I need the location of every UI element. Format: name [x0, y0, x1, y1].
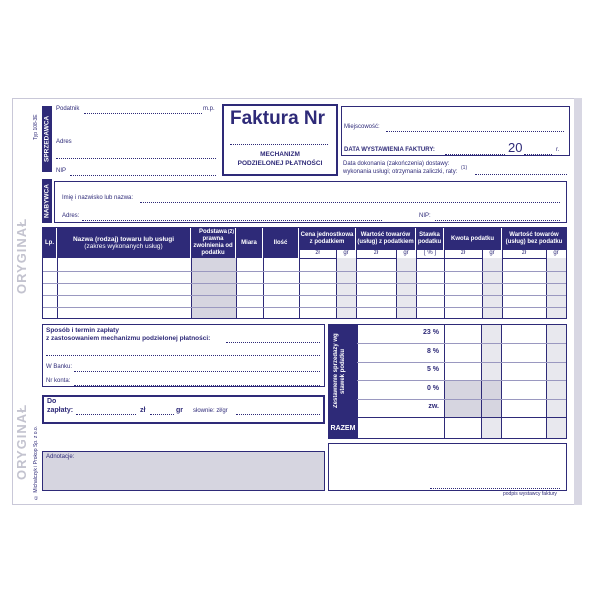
tax-gr-shade: [482, 258, 502, 318]
summary-vertical-tab: [329, 325, 357, 418]
col-basis-note: (2): [227, 229, 234, 235]
publisher-note: © Michalczyk i Prokop Sp. z o.o.: [33, 425, 39, 500]
buyer-nip-label: NIP:: [419, 213, 431, 219]
col-price: Cena jednostkowa z podatkiem: [299, 228, 356, 250]
to-pay-label: zapłaty:: [47, 407, 74, 414]
signature-label: podpis wystawcy faktury: [503, 491, 557, 497]
col-rate: Stawka podatku: [416, 228, 444, 250]
in-words-label: słownie: zł/gr: [193, 408, 228, 414]
col-name-label: Nazwa (rodzaj) towaru lub usługi: [72, 236, 175, 243]
col-value: Wartość towarów (usług) z podatkiem: [356, 228, 416, 250]
col-basis-label: Podstawa prawna zwolnienia od podatku: [193, 229, 233, 256]
col-name: [57, 228, 191, 258]
in-words-field[interactable]: [236, 414, 320, 415]
form-code: Typ 108-3E: [33, 114, 39, 140]
seller-nip-label: NIP: [56, 168, 67, 174]
buyer-adres-field[interactable]: [82, 220, 382, 221]
account-field[interactable]: [74, 385, 320, 386]
right-margin-strip: [574, 98, 582, 505]
to-pay-gr-field[interactable]: [150, 414, 174, 415]
value-gr-shade: [396, 258, 416, 318]
summary-total-label: RAZEM: [329, 418, 357, 438]
table-row[interactable]: [43, 283, 566, 284]
issue-date-field[interactable]: [445, 154, 505, 155]
place-label: Miejscowość:: [344, 124, 380, 130]
buyer-adres-label: Adres:: [62, 213, 80, 219]
table-row[interactable]: [43, 295, 566, 296]
to-pay-do: Do: [47, 398, 57, 405]
payment-title-2: z zastosowaniem mechanizmu podzielonej płatności:: [46, 335, 211, 342]
summary-table: [328, 324, 567, 439]
price-gr-shade: [336, 258, 356, 318]
invoice-title: Faktura Nr: [230, 108, 326, 129]
seller-mp-label: m.p.: [203, 106, 215, 112]
issue-date-label: DATA WYSTAWIENIA FAKTURY:: [344, 147, 435, 153]
items-table: [42, 227, 567, 319]
seller-podatnik-field[interactable]: [84, 113, 202, 114]
tax-gr: gr: [489, 250, 495, 256]
issue-year-field[interactable]: [524, 154, 552, 155]
issue-year-suffix: r.: [556, 147, 560, 153]
net-zl: zł: [521, 250, 527, 256]
notes-label: Adnotacje:: [46, 454, 75, 460]
rate-0: 0 %: [426, 385, 439, 392]
col-basis: [191, 228, 236, 258]
seller-podatnik-label: Podatnik: [56, 106, 80, 112]
payment-method-field-2[interactable]: [46, 355, 320, 356]
buyer-tab: NABYWCA: [42, 179, 52, 223]
net-gr-shade: [546, 258, 566, 318]
basis-shade: [191, 258, 236, 318]
col-name-sub: (zakres wykonanych usług): [84, 243, 163, 250]
col-net: Wartość towarów (usług) bez podatku: [505, 232, 563, 245]
title-sub1: MECHANIZM: [260, 151, 300, 158]
seller-nip-field[interactable]: [70, 175, 216, 176]
summary-vertical-label: Zestawienie sprzedaży wg stawek podatku: [333, 333, 346, 409]
account-label: Nr konta:: [46, 378, 71, 384]
payment-title-1: Sposób i termin zapłaty: [46, 327, 119, 334]
to-pay-zl-field[interactable]: [76, 414, 136, 415]
bank-field[interactable]: [74, 371, 320, 372]
rate-zw: zw.: [428, 403, 439, 410]
rate-23: 23 %: [423, 329, 439, 336]
title-sub2: PODZIELONEJ PŁATNOŚCI: [237, 160, 323, 167]
delivery-label-2: wykonania usługi; otrzymania zaliczki, raty:: [343, 169, 458, 175]
col-unit: Miara: [236, 228, 263, 258]
signature-line: [430, 488, 560, 489]
payment-method-field[interactable]: [226, 342, 320, 343]
seller-tab: SPRZEDAWCA: [42, 106, 52, 172]
original-watermark-top: ORYGINAŁ: [14, 217, 29, 294]
col-tax: Kwota podatku: [444, 228, 502, 250]
invoice-number-field[interactable]: [230, 144, 328, 145]
signature-box[interactable]: [328, 443, 567, 491]
delivery-label-1: Data dokonania (zakończenia) dostawy:: [343, 161, 450, 167]
buyer-name-label: Imię i nazwisko lub nazwa:: [62, 195, 134, 201]
col-lp: Lp.: [43, 228, 57, 258]
rate-5: 5 %: [426, 366, 439, 373]
rate-pct: [ % ]: [423, 250, 436, 256]
seller-adres-field[interactable]: [56, 158, 216, 159]
net-gr: gr: [553, 250, 559, 256]
tax-zl: zł: [460, 250, 466, 256]
original-watermark-bottom: ORYGINAŁ: [14, 403, 29, 480]
to-pay-box: [42, 395, 325, 424]
value-zl: zł: [373, 250, 379, 256]
rate-8: 8 %: [426, 348, 439, 355]
notes-box[interactable]: [42, 451, 325, 491]
issue-year-prefix: 20: [508, 140, 523, 155]
price-zl: zł: [315, 250, 320, 256]
price-gr: gr: [343, 250, 349, 256]
title-box: [222, 104, 338, 176]
bank-label: W Banku:: [46, 364, 73, 370]
seller-adres-label: Adres: [56, 139, 72, 145]
table-row[interactable]: [43, 307, 566, 308]
buyer-name-field[interactable]: [140, 202, 560, 203]
to-pay-zl: zł: [140, 407, 146, 414]
value-gr: gr: [403, 250, 409, 256]
table-row[interactable]: [43, 271, 566, 272]
buyer-nip-field[interactable]: [435, 220, 560, 221]
col-qty: Ilość: [263, 228, 299, 258]
delivery-date-field[interactable]: [475, 174, 567, 175]
delivery-footnote: (1): [461, 165, 468, 171]
to-pay-gr: gr: [176, 407, 183, 414]
place-field[interactable]: [386, 131, 564, 132]
